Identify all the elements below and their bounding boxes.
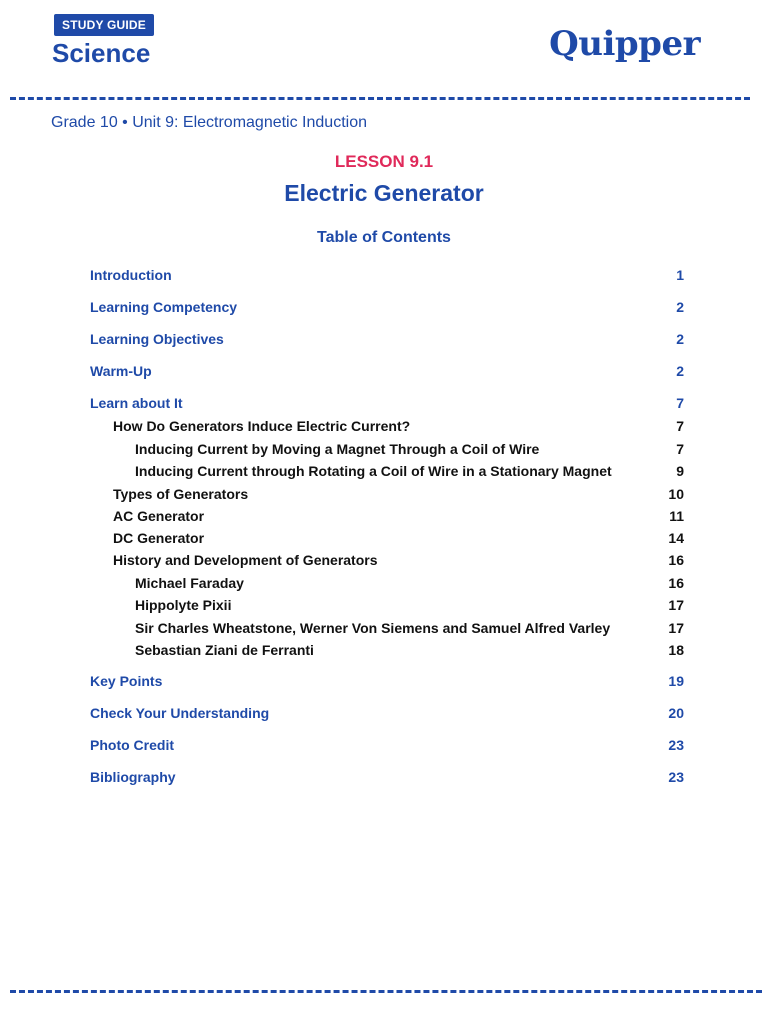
toc-entry-title: Types of Generators [113,486,249,502]
toc-entry-title: Inducing Current through Rotating a Coil of Wire in a Stationary Magnet [135,463,612,479]
toc-entry-types-of-generators[interactable] [90,486,684,502]
toc-entry-photo-credit[interactable] [90,737,684,753]
toc-entry-title: Learning Objectives [90,331,224,347]
toc-entry-title: Hippolyte Pixii [135,597,232,613]
toc-entry-key-points[interactable] [90,673,684,689]
bottom-divider [10,990,762,993]
toc-entry-page: 20 [668,705,684,721]
toc-entry-history-generators[interactable] [90,552,684,568]
toc-entry-title: AC Generator [113,508,205,524]
toc-entry-page: 17 [668,620,684,636]
toc-entry-title: Learn about It [90,395,183,411]
toc-entry-how-generators-induce[interactable] [90,418,684,434]
toc-entry-page: 10 [668,486,684,502]
top-divider [10,97,750,100]
toc-entry-page: 2 [676,299,684,315]
toc-entry-page: 2 [676,363,684,379]
toc-entry-inducing-rotating-coil[interactable] [90,463,684,479]
toc-entry-warm-up[interactable] [90,363,684,379]
toc-entry-title: Inducing Current by Moving a Magnet Through a Coil of Wire [135,441,540,457]
toc-entry-title: Key Points [90,673,163,689]
toc-entry-page: 2 [676,331,684,347]
toc-entry-learn-about-it[interactable] [90,395,684,411]
toc-entry-title: Michael Faraday [135,575,244,591]
toc-entry-title: Sebastian Ziani de Ferranti [135,642,314,658]
lesson-label: LESSON 9.1 [334,152,434,171]
unit-line: Grade 10 • Unit 9: Electromagnetic Induction [51,114,367,131]
subject-title: Science [52,38,151,68]
toc-entry-ferranti[interactable] [90,642,684,658]
toc-entry-page: 14 [668,530,684,546]
toc-entry-page: 18 [668,642,684,658]
toc-heading: Table of Contents [317,229,451,246]
toc-entry-page: 1 [676,267,684,283]
toc-entry-title: Check Your Understanding [90,705,270,721]
toc-entry-page: 7 [676,395,684,411]
toc-entry-michael-faraday[interactable] [90,575,684,591]
toc-entry-title: DC Generator [113,530,205,546]
toc-entry-ac-generator[interactable] [90,508,684,524]
quipper-logo: Quipper [549,24,700,64]
toc-entry-introduction[interactable] [90,267,684,283]
toc-entry-page: 23 [668,737,684,753]
study-guide-badge: STUDY GUIDE [54,14,154,36]
toc-entry-dc-generator[interactable] [90,530,684,546]
toc-entry-learning-competency[interactable] [90,299,684,315]
toc-entry-title: Photo Credit [90,737,174,753]
toc-entry-title: Warm-Up [90,363,152,379]
toc-entry-inducing-moving-magnet[interactable] [90,441,684,457]
toc-entry-hippolyte-pixii[interactable] [90,597,684,613]
toc-entry-bibliography[interactable] [90,769,684,785]
toc-entry-check-understanding[interactable] [90,705,684,721]
toc-entry-title: Learning Competency [90,299,238,315]
toc-entry-page: 19 [668,673,684,689]
toc-entry-title: How Do Generators Induce Electric Current? [113,418,411,434]
toc-entry-page: 11 [669,508,684,524]
lesson-title: Electric Generator [284,180,484,206]
toc-entry-page: 17 [668,597,684,613]
toc-entry-wheatstone-siemens-varley[interactable] [90,620,684,636]
toc-entry-page: 16 [668,575,684,591]
toc-entry-page: 7 [676,418,684,434]
toc-entry-page: 7 [676,441,684,457]
toc-entry-title: Sir Charles Wheatstone, Werner Von Siemens and Samuel Alfred Varley [135,620,611,636]
toc-entry-title: Introduction [90,267,172,283]
toc-entry-page: 9 [676,463,684,479]
toc-entry-title: Bibliography [90,769,176,785]
toc-entry-title: History and Development of Generators [113,552,378,568]
toc-entry-learning-objectives[interactable] [90,331,684,347]
toc-entry-page: 16 [668,552,684,568]
toc-entry-page: 23 [668,769,684,785]
page-header [0,0,768,96]
